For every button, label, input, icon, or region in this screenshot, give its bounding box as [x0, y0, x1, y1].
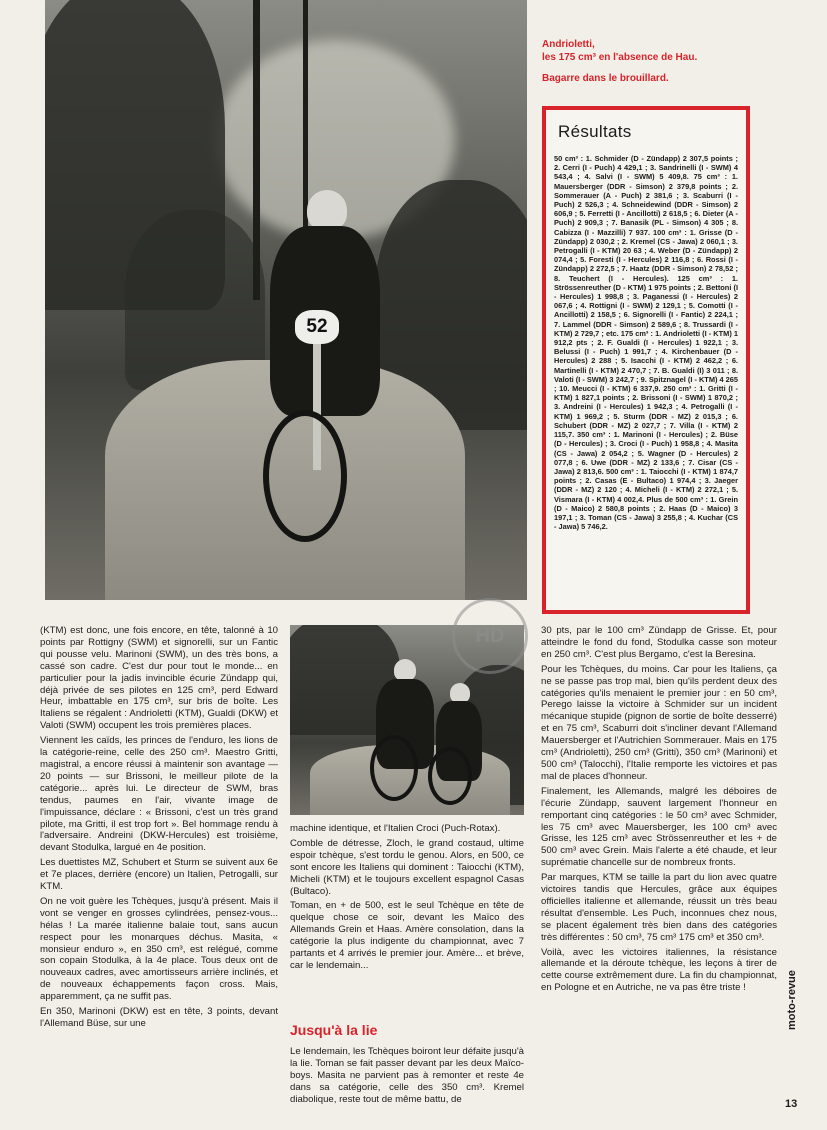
paragraph: Toman, en + de 500, est le seul Tchèque en tête de quelque chose ce soir, devant les Maïco des Allemands Grein et Haas. Amère consolation, dans la catégorie la plus indigente du championnat, avec 7 partants et 4 arrivés le premier jour. Amère... et brève, car le lendemain...	[290, 900, 524, 971]
magazine-name: moto-revue	[786, 970, 798, 1030]
caption-line-2: les 175 cm³ en l'absence de Hau.	[542, 52, 698, 63]
article-column-1	[40, 625, 278, 1033]
article-column-2-top	[290, 823, 524, 975]
paragraph: Viennent les caïds, les princes de l'enduro, les lions de la catégorie-reine, celle des 250 cm³. Maestro Gritti, magistral, a encore réussi à maintenir son avantage — 20 points — sur Brissoni, le meilleur pilote de la catégorie... après lui. Le directeur de SWM, bras tendus, paumes en l'air, vivante image de l'impuissance, déclare : « Brissoni, c'est un très grand pilote, ma Gritti, il est trop fort ». Bel hommage rendu à l'adversaire. Andreini (DKW-Hercules) est troisième, devant Stodulka, largué en 4e position.	[40, 735, 278, 854]
paragraph: Voilà, avec les victoires italiennes, la résistance allemande et la déroute tchèque, les leçons à tirer de cette course extrêmement dure. La fin du championnat, en Pologne et en Autriche, ne va pas être triste !	[541, 946, 777, 994]
watermark-logo: HD	[452, 598, 528, 674]
results-box	[542, 106, 750, 614]
paragraph: Comble de détresse, Zloch, le grand costaud, ultime espoir tchèque, s'est tordu le genou. Alors, en 500, ce sont encore les Italiens qui dominent : Taiocchi (KTM), Micheli (KTM) et le toujours excellent espagnol Casas (Bultaco).	[290, 837, 524, 897]
paragraph: (KTM) est donc, une fois encore, en tête, talonné à 10 points par Rottigny (SWM) et signorelli, sur un Fantic qui pousse velu. Marinoni (SWM), un des très bons, a cassé son cadre. C'est dur pour tout le monde... en particulier pour la jadis invincible écurie Zündapp qui, déjà privée de ses pilotes en 125 cm³, perd Edward Heur, imbattable en 175 cm³, sur bris de boîte. Les Italiens se régalent : Andrioletti (KTM), Gualdi (DKW) et Valoti (SWM) occupent les trois premières places.	[40, 625, 278, 732]
riders-group	[350, 655, 510, 805]
results-text: 50 cm³ : 1. Schmider (D - Zündapp) 2 307,5 points ; 2. Cerri (I - Puch) 4 429,1 ; 3. Sandrinelli (I - SWM) 4 543,4 ; 4. Salvi (I - SWM) 5 409,8. 75 cm³ : 1. Mauersberger (DDR - Simson) 2 379,8 points ; 2. Sommerauer (A - Puch) 2 381,6 ; 3. Scaburri (I - Puch) 2 526,3 ; 4. Schneidewind (DDR - Simson) 2 606,9 ; 5. Ferretti (I - Ancillotti) 2 618,5 ; 6. Dieter (A - Puch) 2 909,3 ; 7. Banasik (PL - Simson) 4 305 ; 8. Cabizza (I - Mazzilli) 7 937. 100 cm³ : 1. Grisse (D - Zündapp) 2 030,2 ; 2. Kremel (CS - Jawa) 2 060,1 ; 3. Petrogalli (I - KTM) 20 63 ; 4. Weber (D - Zündapp) 2 074,4 ; 5. Foresti (I - Hercules) 2 116,8 ; 6. Rossi (I - Zündapp) 2 272,5 ; 7. Haatz (DDR - Simson) 2 78,52 ; 8. Teuchert (I - Hercules). 125 cm³ : 1. Strössenreuther (D - KTM) 1 975 points ; 2. Bettoni (I - Hercules) 1 998,8 ; 3. Paganessi (I - Hercules) 2 067,6 ; 4. Rottigni (I - SWM) 2 129,1 ; 5. Comotti (I - Ancillotti) 2 158,5 ; 6. Signorelli (I - Fantic) 2 224,1 ; 7. Lammel (DDR - Simson) 2 589,6 ; 8. Trussardi (I - KTM) 2 729,7 ; etc. 175 cm³ : 1. Andrioletti (I - KTM) 1 912,2 pts ; 2. F. Gualdi (I - Hercules) 1 922,1 ; 3. Belussi (I - Puch) 1 991,7 ; 4. Kirchenbauer (D - Hercules) 2 288 ; 5. Isacchi (I - KTM) 2 462,2 ; 6. Martinelli (I - KTM) 2 470,7 ; 7. B. Gualdi (I) 3 011 ; 8. Valoti (I - SWM) 3 242,7 ; 9. Spitznagel (I - KTM) 4 265 ; 10. Meucci (I - KTM) 6 337,9. 250 cm³ : 1. Gritti (I - KTM) 1 827,1 points ; 2. Brissoni (I - SWM) 1 870,2 ; 3. Andreini (I - Hercules) 1 942,3 ; 4. Petrogalli (I - KTM) 1 969,2 ; 5. Sturm (DDR - MZ) 2 015,3 ; 6. Schubert (DDR - MZ) 2 027,7 ; 7. Villa (I - KTM) 2 115,7. 350 cm³ : 1. Marinoni (I - Hercules) ; 2. Büse (D - Hercules) ; 3. Croci (I - Puch) 1 958,8 ; 4. Masita (CS - Jawa) 2 054,2 ; 5. Wagner (D - Hercules) 2 077,8 ; 6. Uwe (DDR - MZ) 2 133,6 ; 7. Cisar (CS - Jawa) 2 813,6. 500 cm³ : 1. Taiocchi (I - KTM) 1 874,7 points ; 2. Casas (E - Bultaco) 1 974,4 ; 3. Jaeger (DDR - MZ) 2 120 ; 4. Micheli (I - KTM) 2 272,1 ; 5. Vismara (I - KTM) 4 002,4. Plus de 500 cm³ : 1. Grein (D - Maico) 2 580,8 points ; 2. Haas (D - Maico) 3 197,1 ; 3. Toman (CS - Jawa) 3 255,8 ; 4. Kuchar (CS - Jawa) 5 746,2.	[554, 154, 738, 532]
paragraph: Le lendemain, les Tchèques boiront leur défaite jusqu'à la lie. Toman se fait passer devant par les deux Maïco-boys. Masita ne parvient pas à remonter et reste 4e dans sa catégorie, celle des 350 cm³. Kremel diabolique, reste tout de même battu, de	[290, 1046, 524, 1105]
caption-line-3: Bagarre dans le brouillard.	[542, 73, 669, 84]
article-column-3	[541, 625, 777, 997]
paragraph: Par marques, KTM se taille la part du lion avec quatre victoires tandis que Hercules, grâce aux équipes officielles italienne et allemande, réussit un très beau résultat d'ensemble. Les Puch, inconnues chez nous, se placent également très bien dans des catégories très différentes : 50 cm³, 75 cm³ 175 cm³ et 350 cm³.	[541, 872, 777, 943]
paragraph: On ne voit guère les Tchèques, jusqu'à présent. Mais il vont se venger en grosses cylindrées, pensez-vous... hélas ! La marée italienne balaie tout, sans aucun respect pour les monarques déchus. Masita, « monsieur enduro », en 350 cm³, est relégué, comme son copain Stodulka, à la 4e place. Tous deux ont de nouveaux cadres, avec amortisseurs arrière inclinés, et de nouveaux échappements façon cross. Mais, apparemment, ça ne suffit pas.	[40, 895, 278, 1003]
paragraph: 30 pts, par le 100 cm³ Zündapp de Grisse. Et, pour atteindre le fond du fond, Stodulka casse son moteur en 250 cm³. C'est plus Bergamo, c'est la Beresina.	[541, 625, 777, 660]
section-heading: Jusqu'à la lie	[290, 1022, 378, 1038]
paragraph: En 350, Marinoni (DKW) est en tête, 3 points, devant l'Allemand Büse, sur une	[40, 1006, 278, 1029]
paragraph: Pour les Tchèques, du moins. Car pour les Italiens, ça ne se passe pas trop mal, bien qu'ils perdent deux des catégories qu'ils menaient le premier jour : en 50 cm³, Perego laisse la victoire à Schmider sur un incident mécanique stupide (pignon de sortie de boîte desserré) et en 75 cm³, Scaburri doit s'incliner devant l'Allemand Mauersberger et l'Autrichien Sommerauer. Mais en 175 cm³ (Andrioletti), 250 cm³ (Gritti), 350 cm³ (Marinoni) et 500 cm³ (Talocchi), l'Italie remporte les victoires et pas mal de places d'honneur.	[541, 663, 777, 782]
page-number: 13	[785, 1098, 798, 1110]
results-title: Résultats	[558, 122, 632, 141]
caption-line-1: Andrioletti,	[542, 39, 595, 50]
main-photo	[45, 0, 527, 600]
race-number-plate: 52	[295, 310, 339, 344]
article-column-2-bottom	[290, 1046, 524, 1109]
paragraph: Finalement, les Allemands, malgré les déboires de l'écurie Zündapp, sauvent largement l'honneur en remportant cinq catégories : le 50 cm³ avec Schmider, les 75 cm³ avec Mauersberger, les 100 cm³ avec Grisse, les 125 cm³ avec Strössenreuther et les + de 500 cm³ avec Grein. Mais l'alerte a été chaude, et leur suprématie chancelle sur de nombreux fronts.	[541, 785, 777, 869]
paragraph: Les duettistes MZ, Schubert et Sturm se suivent aux 6e et 7e places, derrière (encore) un Italien, Petrogalli, sur KTM.	[40, 857, 278, 893]
paragraph: machine identique, et l'Italien Croci (Puch-Rotax).	[290, 823, 501, 834]
rider-figure	[215, 190, 405, 540]
